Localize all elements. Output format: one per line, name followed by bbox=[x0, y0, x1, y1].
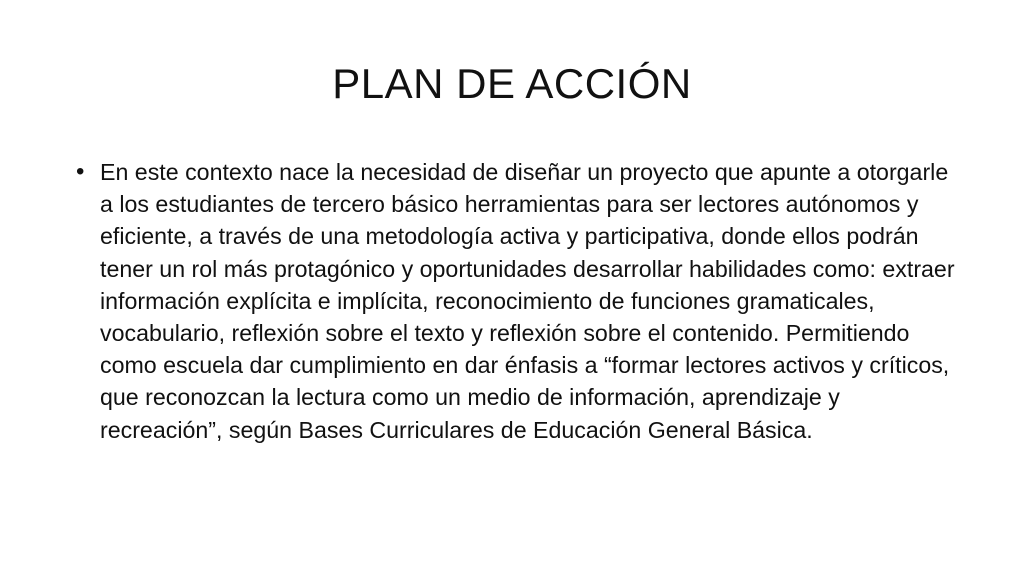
bullet-text: En este contexto nace la necesidad de diseñar un proyecto que apunte a otorgarle a los estudiantes de tercero básico herramientas para ser lectores autónomos y eficiente, a través de una metodología activa y participativa, donde ellos podrán tener un rol más protagónico y oportunidades desarrollar habilidades como: extraer información explícita e implícita, reconocimiento de funciones gramaticales, vocabulario, reflexión sobre el texto y reflexión sobre el contenido. Permitiendo como escuela dar cumplimiento en dar énfasis a “formar lectores activos y críticos, que reconozcan la lectura como un medio de información, aprendizaje y recreación”, según Bases Curriculares de Educación General Básica. bbox=[100, 159, 955, 443]
bullet-item bbox=[76, 156, 956, 446]
slide-title: PLAN DE ACCIÓN bbox=[332, 60, 692, 107]
bullet-marker: • bbox=[76, 158, 85, 185]
slide-content bbox=[76, 156, 956, 446]
